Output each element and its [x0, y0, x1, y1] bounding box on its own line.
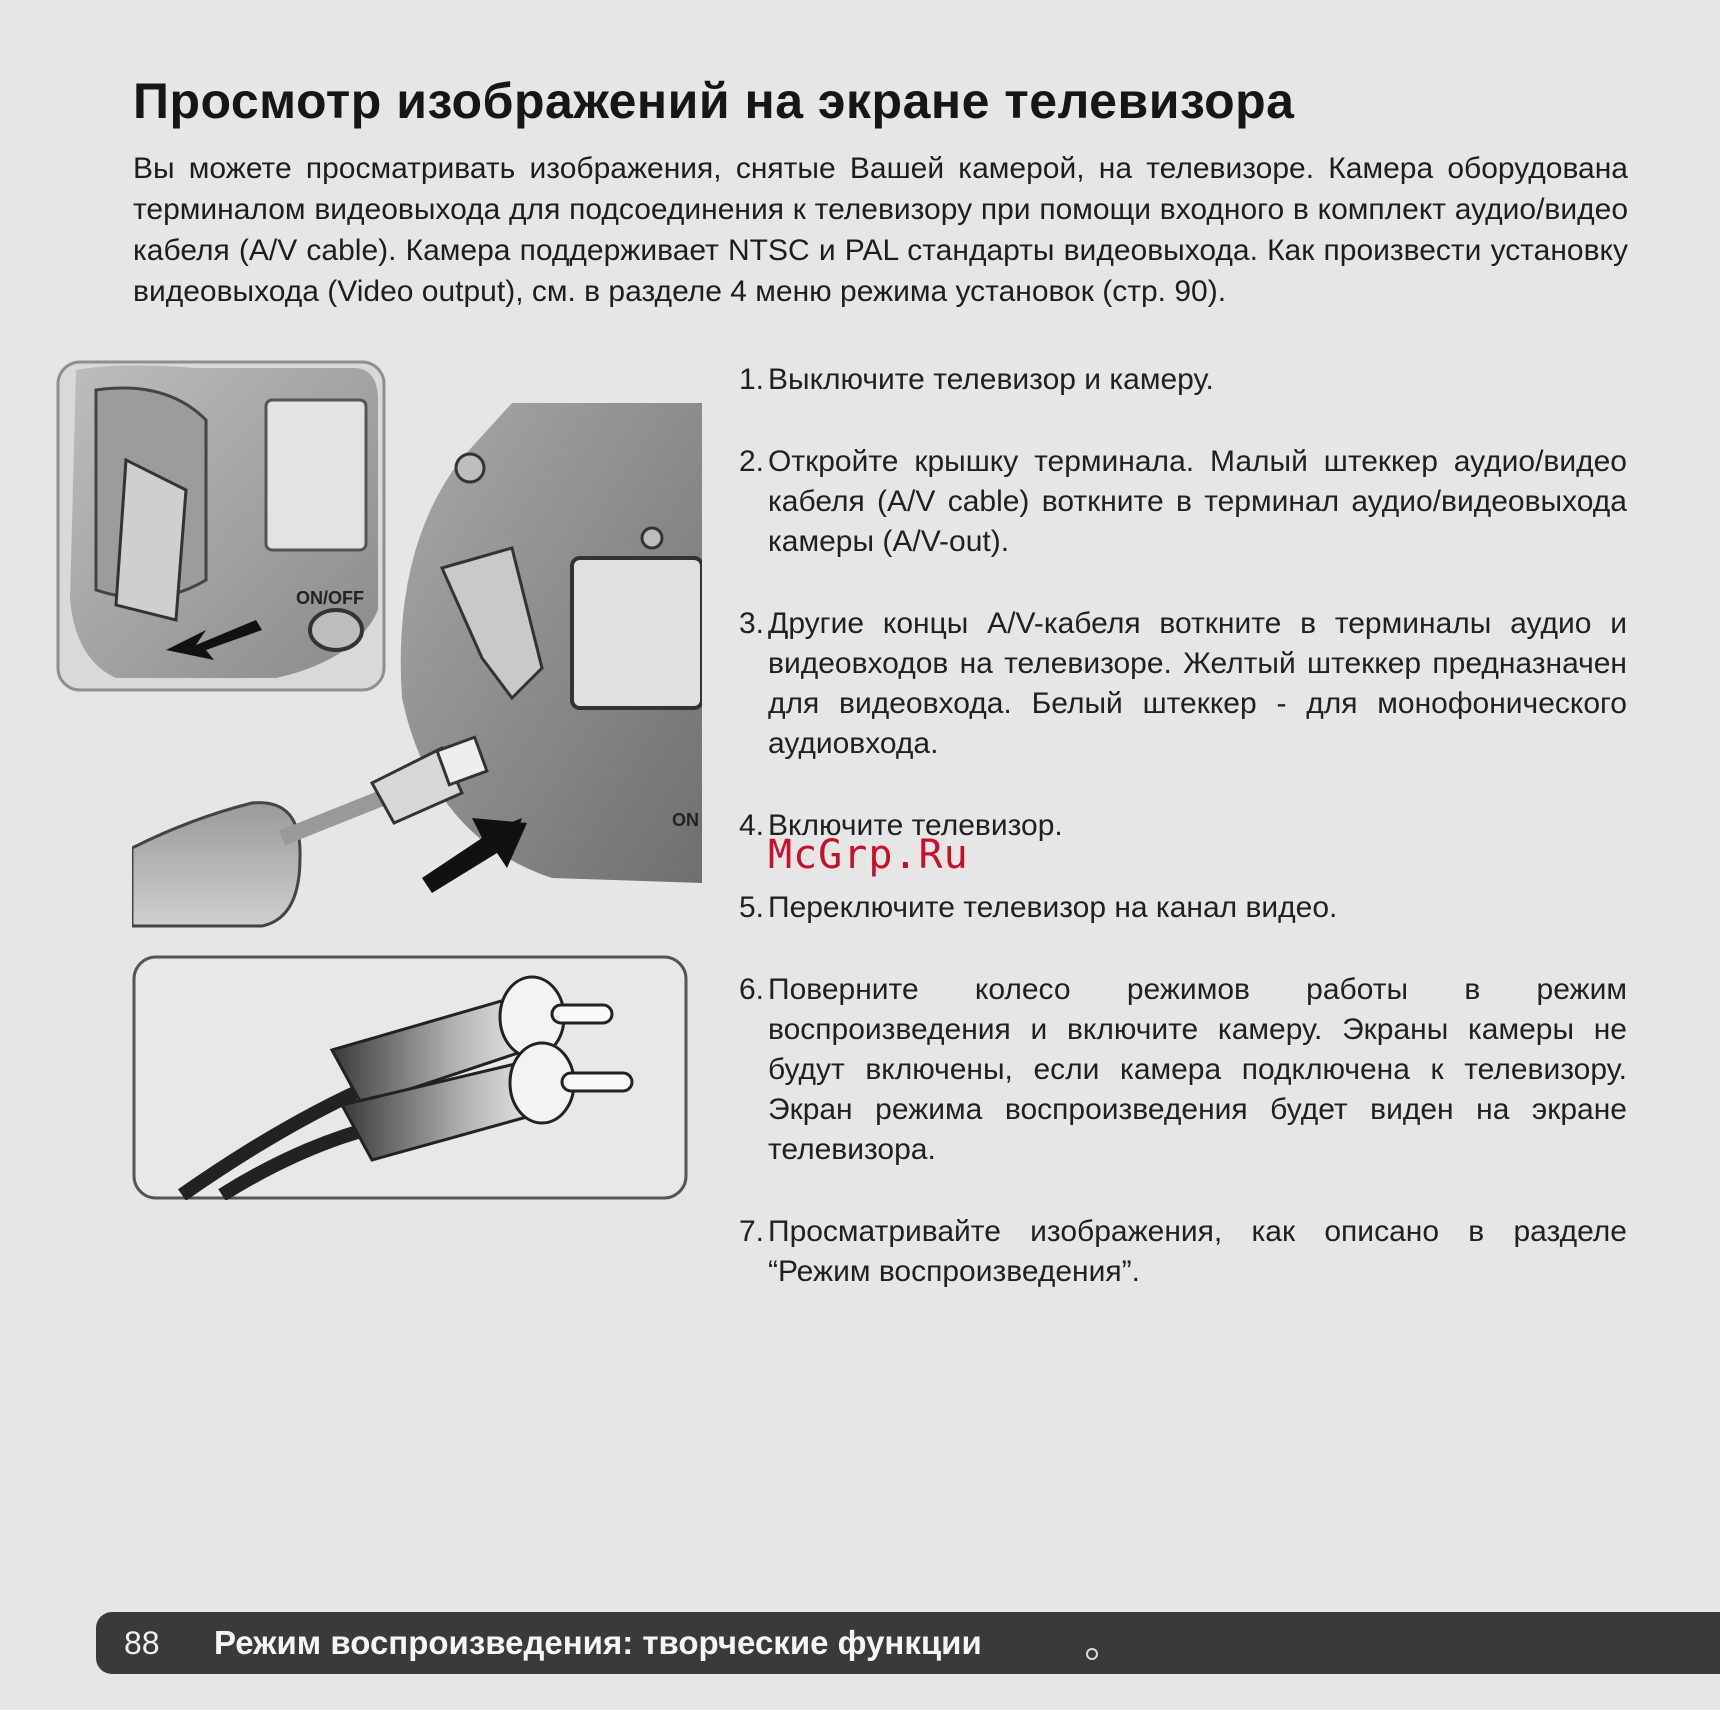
- step-3: [722, 604, 1627, 764]
- page-number: 88: [124, 1624, 160, 1661]
- step-number: 6.: [738, 973, 764, 1006]
- step-text: Выключите телевизор и камеру.: [768, 363, 1214, 396]
- step-number: 4.: [738, 809, 764, 842]
- page-title: Просмотр изображений на экране телевизора: [133, 73, 1295, 129]
- step-number: 7.: [738, 1215, 764, 1248]
- rca-plugs-illustration: [132, 955, 688, 1200]
- intro-paragraph: Вы можете просматривать изображения, снятые Вашей камерой, на телевизоре. Камера оборудована терминалом видеовыхода для подсоединения к телевизору при помощи входного в комплект аудио/видео кабеля (A/V cable). Камера поддерживает NTSC и PAL стандарты видеовыхода. Как произвести установку видеовыхода (Video output), см. в разделе 4 меню режима установок (стр. 90).: [133, 152, 1628, 308]
- step-6: [722, 970, 1627, 1170]
- watermark: McGrp.Ru: [768, 832, 969, 878]
- step-5: [722, 888, 1627, 928]
- step-2: [722, 442, 1627, 562]
- step-number: 3.: [738, 607, 764, 640]
- section-title: Режим воспроизведения: творческие функции: [214, 1624, 982, 1661]
- step-number: 2.: [738, 445, 764, 478]
- step-text: Другие концы A/V-кабеля воткните в терминалы аудио и видеовходов на телевизоре. Желтый штеккер предназначен для видеовхода. Белый штеккер - для монофонического аудиовхода.: [768, 607, 1627, 760]
- step-number: 5.: [738, 891, 764, 924]
- step-7: [722, 1212, 1627, 1292]
- on-off-label: ON/OFF: [296, 588, 364, 608]
- step-text: Просматривайте изображения, как описано в разделе “Режим воспроизведения”.: [768, 1215, 1627, 1288]
- cable-connection-illustration: [132, 398, 702, 928]
- step-1: [722, 360, 1627, 400]
- page-footer: [96, 1612, 1720, 1674]
- step-text: Включите телевизор.: [768, 809, 1063, 842]
- step-number: 1.: [738, 363, 764, 396]
- step-text: Откройте крышку терминала. Малый штеккер аудио/видео кабеля (A/V cable) воткните в терминал аудио/видеовыхода камеры (A/V-out).: [768, 445, 1627, 558]
- steps-list: [722, 360, 1627, 1292]
- step-text: Переключите телевизор на канал видео.: [768, 891, 1338, 924]
- step-text: Поверните колесо режимов работы в режим воспроизведения и включите камеру. Экраны камеры не будут включены, если камера подключена к телевизору. Экран режима воспроизведения будет виден на экране телевизора.: [768, 973, 1627, 1166]
- footer-dot-icon: [1086, 1648, 1098, 1660]
- on-label-partial: ON: [672, 810, 699, 830]
